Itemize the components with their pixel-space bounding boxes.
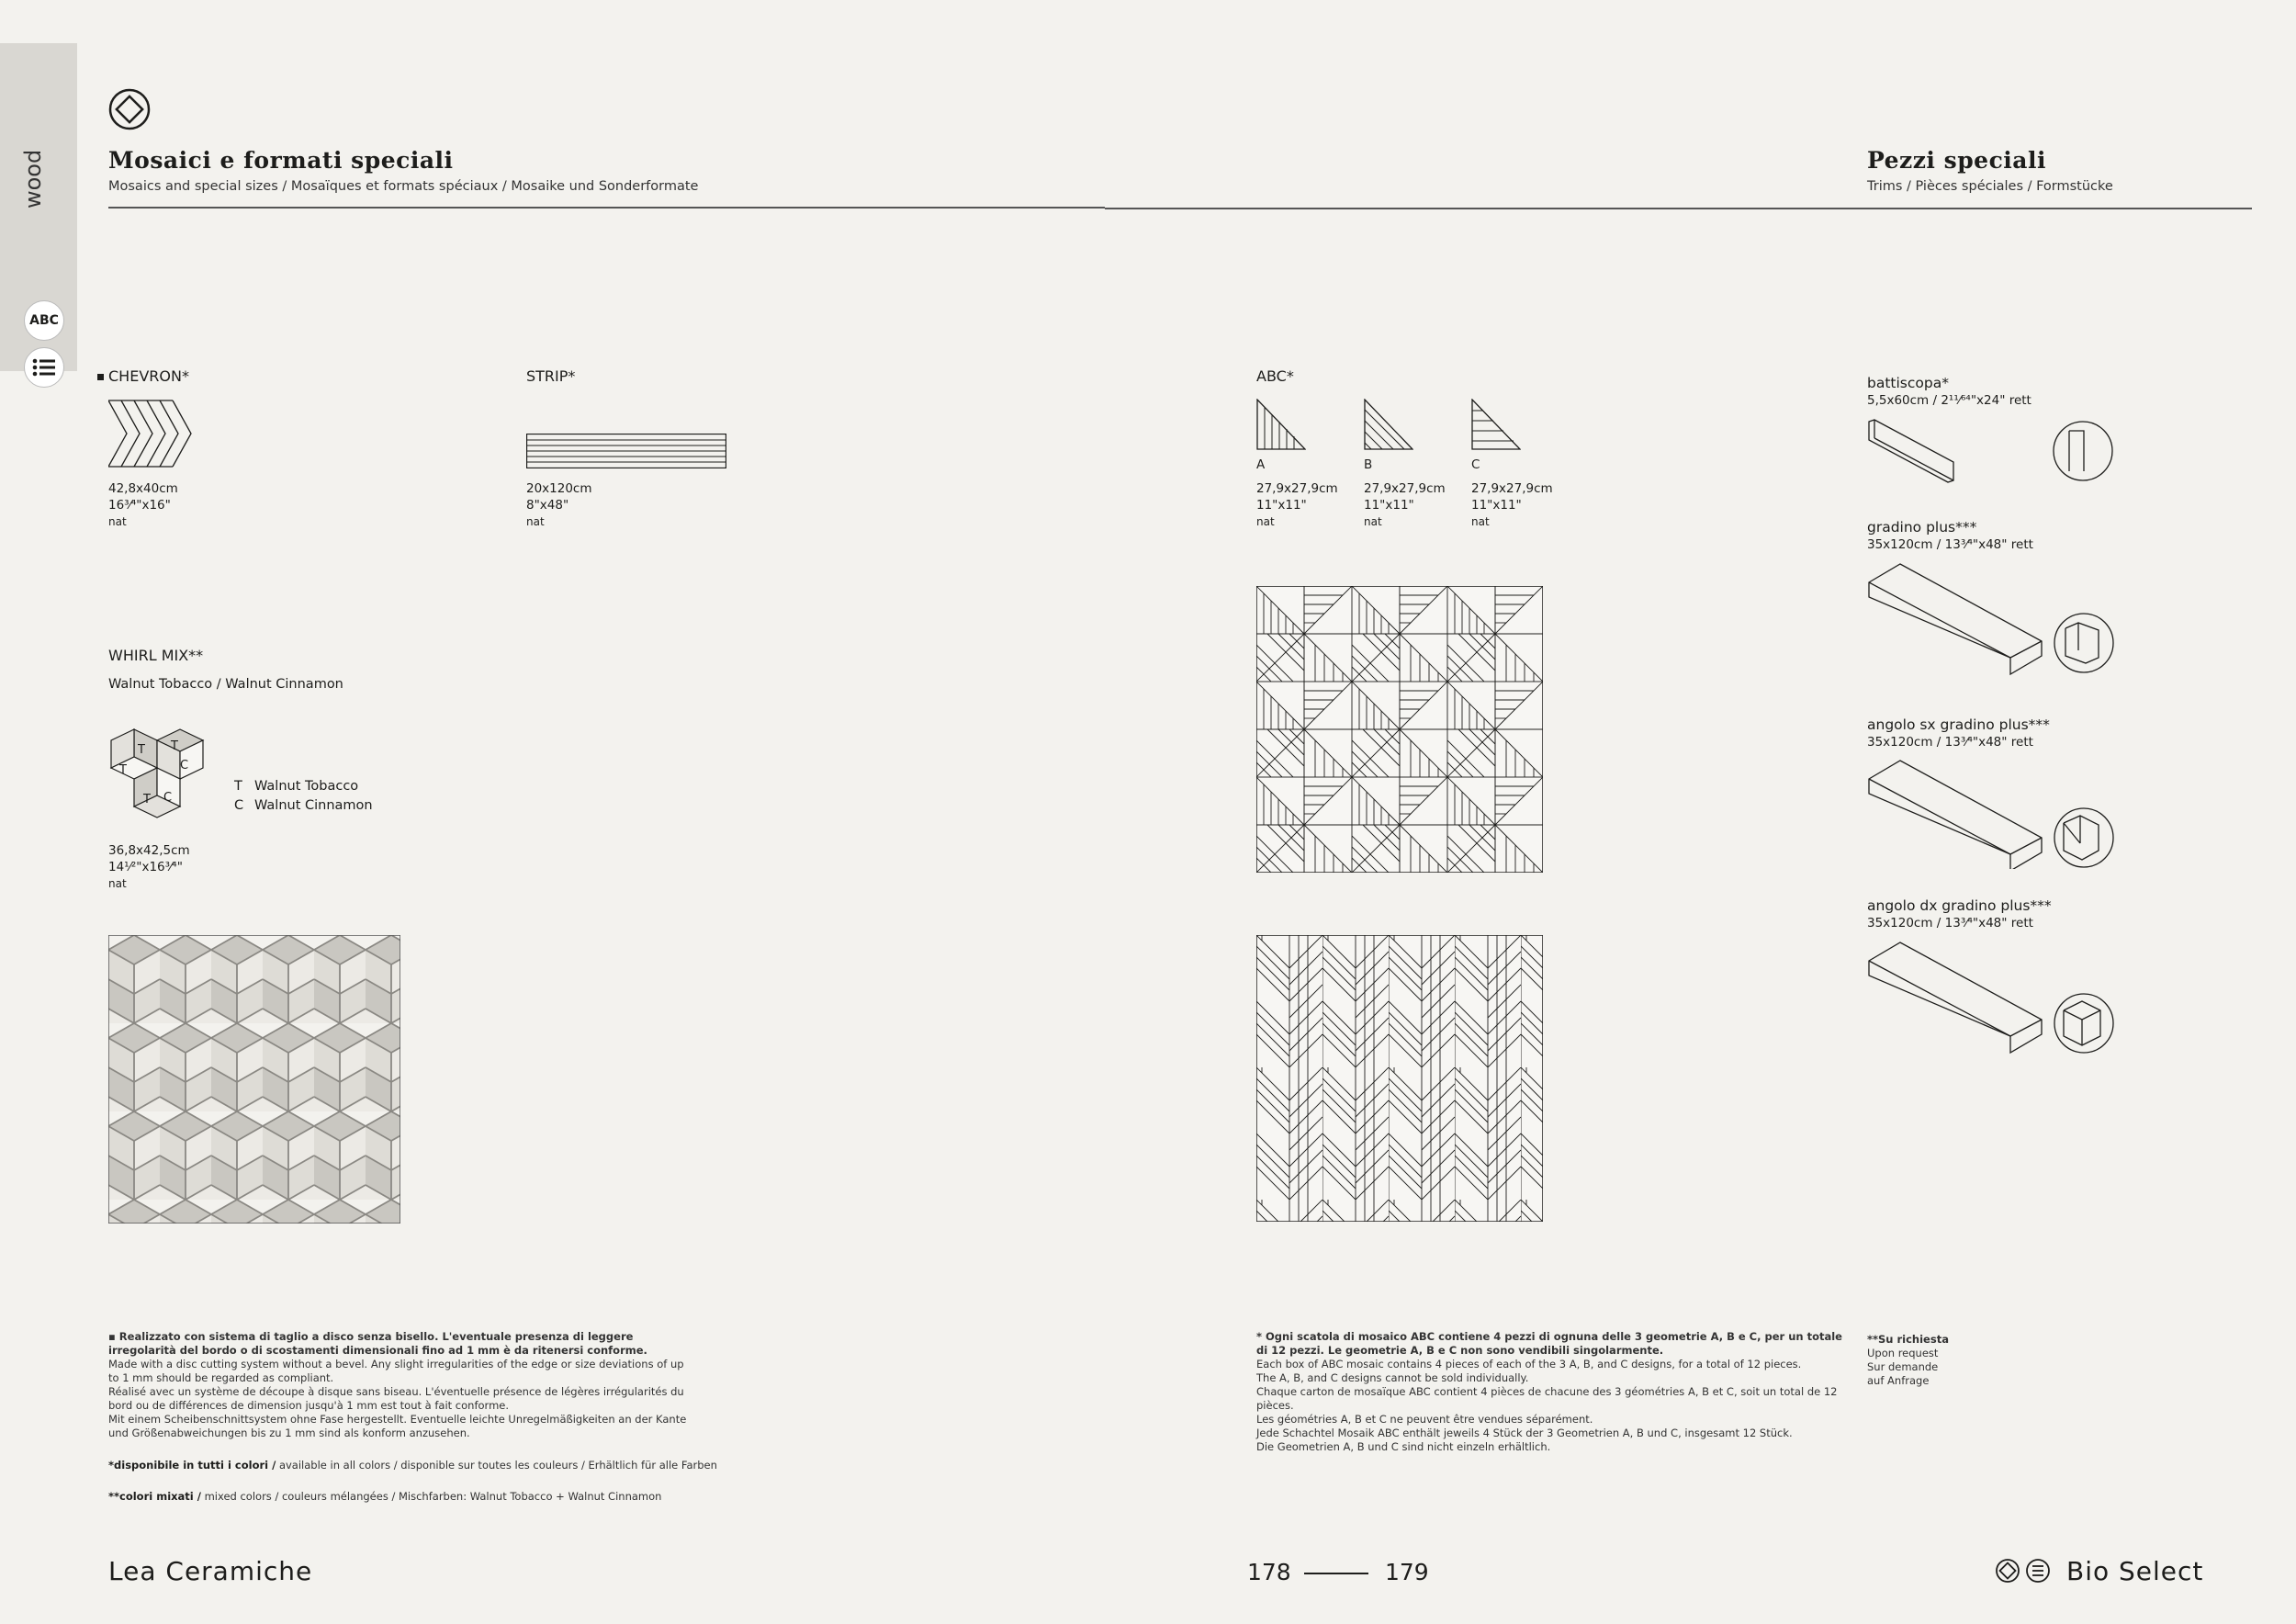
collection-logo-icon (108, 88, 151, 134)
svg-text:T: T (171, 739, 178, 753)
size-cm: 42,8x40cm (108, 481, 178, 496)
svg-text:C: C (180, 759, 189, 773)
collection-logo-icon (1995, 1558, 2020, 1587)
side-tab (0, 43, 77, 371)
size-in: 8"x48" (526, 498, 569, 513)
abc-specs-b: 27,9x27,9cm 11"x11" nat (1364, 481, 1446, 528)
collection-mark-icon (2025, 1558, 2051, 1587)
page-title: Mosaici e formati speciali (108, 147, 454, 174)
whirl-tile-icon (108, 727, 209, 827)
abc-pattern-image (1256, 935, 1543, 1225)
angolo-sx-drawing-icon (1867, 759, 2115, 869)
page-number-right: 179 (1385, 1559, 1429, 1585)
page-subtitle: Mosaics and special sizes / Mosaïques et formats spéciaux / Mosaike und Sonderformate (108, 179, 699, 194)
collection-name: Bio Select (2066, 1556, 2204, 1586)
abc-note: * Ogni scatola di mosaico ABC contiene 4 pezzi di ognuna delle 3 geometrie A, B e C, per un totale di 12 pezzi. Le geometrie A, B e C non sono vendibili singolarmente. Each box of ABC mosaic contains 4 pieces of each of the 3 A, B, and C designs, for a total of 12 pieces. The A, B, and C designs cannot be sold individually. Chaque carton de mosaïque ABC contient 4 pièces de chacune des 3 géométries A, B et C, soit un total de 12 pièces. Les géométries A, B et C ne peuvent être vendues séparément. Jede Schachtel Mosaik ABC enthält jeweils 4 Stück der 3 Geometrien A, B und C, insgesamt 12 Stück. Die Geometrien A, B und C sind nicht einzeln erhältlich. (1256, 1330, 1842, 1453)
triangle-c-icon (1471, 399, 1521, 450)
whirl-specs (108, 842, 190, 892)
trim-size: 35x120cm / 13³⁄⁴"x48" rett (1867, 537, 2033, 552)
triangle-a-icon (1256, 399, 1306, 450)
abc-piece-b: B (1364, 399, 1413, 472)
list-icon[interactable] (24, 347, 64, 388)
page-divider (1304, 1573, 1368, 1574)
page-number-left: 178 (1247, 1559, 1291, 1585)
mixed-colors-note: **colori mixati / mixed colors / couleurs mélangées / Mischfarben: Walnut Tobacco + Walnut Cinnamon (108, 1490, 662, 1503)
svg-text:C: C (163, 791, 173, 805)
whirl-name: WHIRL MIX** (108, 647, 204, 664)
angolo-dx-drawing-icon (1867, 941, 2115, 1058)
trim-size: 35x120cm / 13³⁄⁴"x48" rett (1867, 916, 2033, 930)
trim-name: gradino plus*** (1867, 519, 1977, 536)
chevron-tile-icon (108, 399, 193, 468)
chevron-name: CHEVRON* (108, 367, 189, 385)
trim-name: battiscopa* (1867, 375, 1949, 391)
size-in: 16³⁄⁴"x16" (108, 498, 171, 513)
trim-size: 5,5x60cm / 2¹¹⁄⁶⁴"x24" rett (1867, 393, 2032, 408)
divider (108, 207, 1105, 209)
battiscopa-drawing-icon (1867, 418, 2115, 491)
abc-piece-c: C (1471, 399, 1521, 472)
abc-index-button[interactable]: ABC (24, 300, 64, 341)
request-note: **Su richiesta Upon request Sur demande auf Anfrage (1867, 1333, 1949, 1387)
size-in: 14¹⁄²"x16³⁄⁴" (108, 860, 183, 874)
strip-specs (526, 480, 592, 530)
abc-pattern-image (1256, 586, 1543, 876)
finish: nat (526, 515, 545, 528)
abc-name: ABC* (1256, 367, 1294, 385)
bullet-icon (97, 374, 104, 380)
chevron-block (97, 367, 189, 385)
svg-text:T: T (138, 743, 145, 757)
gradino-plus-drawing-icon (1867, 562, 2115, 678)
abc-piece-a: A (1256, 399, 1306, 472)
strip-name: STRIP* (526, 367, 576, 385)
cutting-note: ▪ Realizzato con sistema di taglio a disco senza bisello. L'eventuale presenza di leggere irregolarità del bordo o di scostamenti dimensionali fino ad 1 mm è da ritenersi conforme. Made with a disc cutting system without a bevel. Any slight irregularities of the edge or size deviations of up to 1 mm should be regarded as compliant. Réalisé avec un système de découpe à disque sans biseau. L'éventuelle présence de légères irrégularités du bord ou de différences de dimension jusqu'à 1 mm est tout à fait conforme. Mit einem Scheibenschnittsystem ohne Fase hergestellt. Eventuelle leichte Unregelmäßigkeiten an der Kante und Größenabweichungen bis zu 1 mm sind als konform anzusehen. (108, 1330, 687, 1439)
trim-name: angolo dx gradino plus*** (1867, 897, 2052, 914)
trim-name: angolo sx gradino plus*** (1867, 716, 2050, 733)
strip-tile-icon (526, 434, 726, 468)
whirl-legend (234, 777, 373, 816)
section-label: wood (20, 149, 46, 209)
size-cm: 20x120cm (526, 481, 592, 496)
size-cm: 36,8x42,5cm (108, 843, 190, 858)
svg-text:T: T (143, 793, 151, 806)
legend-item: T Walnut Tobacco (234, 779, 359, 794)
svg-text:T: T (119, 763, 127, 777)
legend-item: C Walnut Cinnamon (234, 798, 373, 813)
divider (1105, 208, 2252, 209)
abc-specs-c: 27,9x27,9cm 11"x11" nat (1471, 481, 1553, 528)
availability-note: *disponibile in tutti i colori / available in all colors / disponible sur toutes les couleurs / Erhältlich für alle Farben (108, 1459, 717, 1472)
brand-name: Lea Ceramiche (108, 1556, 313, 1586)
finish: nat (108, 515, 127, 528)
trim-size: 35x120cm / 13³⁄⁴"x48" rett (1867, 735, 2033, 750)
finish: nat (108, 877, 127, 890)
triangle-b-icon (1364, 399, 1413, 450)
trims-subtitle: Trims / Pièces spéciales / Formstücke (1867, 179, 2113, 194)
whirl-pattern-image (108, 935, 400, 1227)
abc-specs-a: 27,9x27,9cm 11"x11" nat (1256, 481, 1338, 528)
chevron-specs (108, 480, 178, 530)
trims-title: Pezzi speciali (1867, 147, 2047, 174)
whirl-colors: Walnut Tobacco / Walnut Cinnamon (108, 677, 343, 692)
